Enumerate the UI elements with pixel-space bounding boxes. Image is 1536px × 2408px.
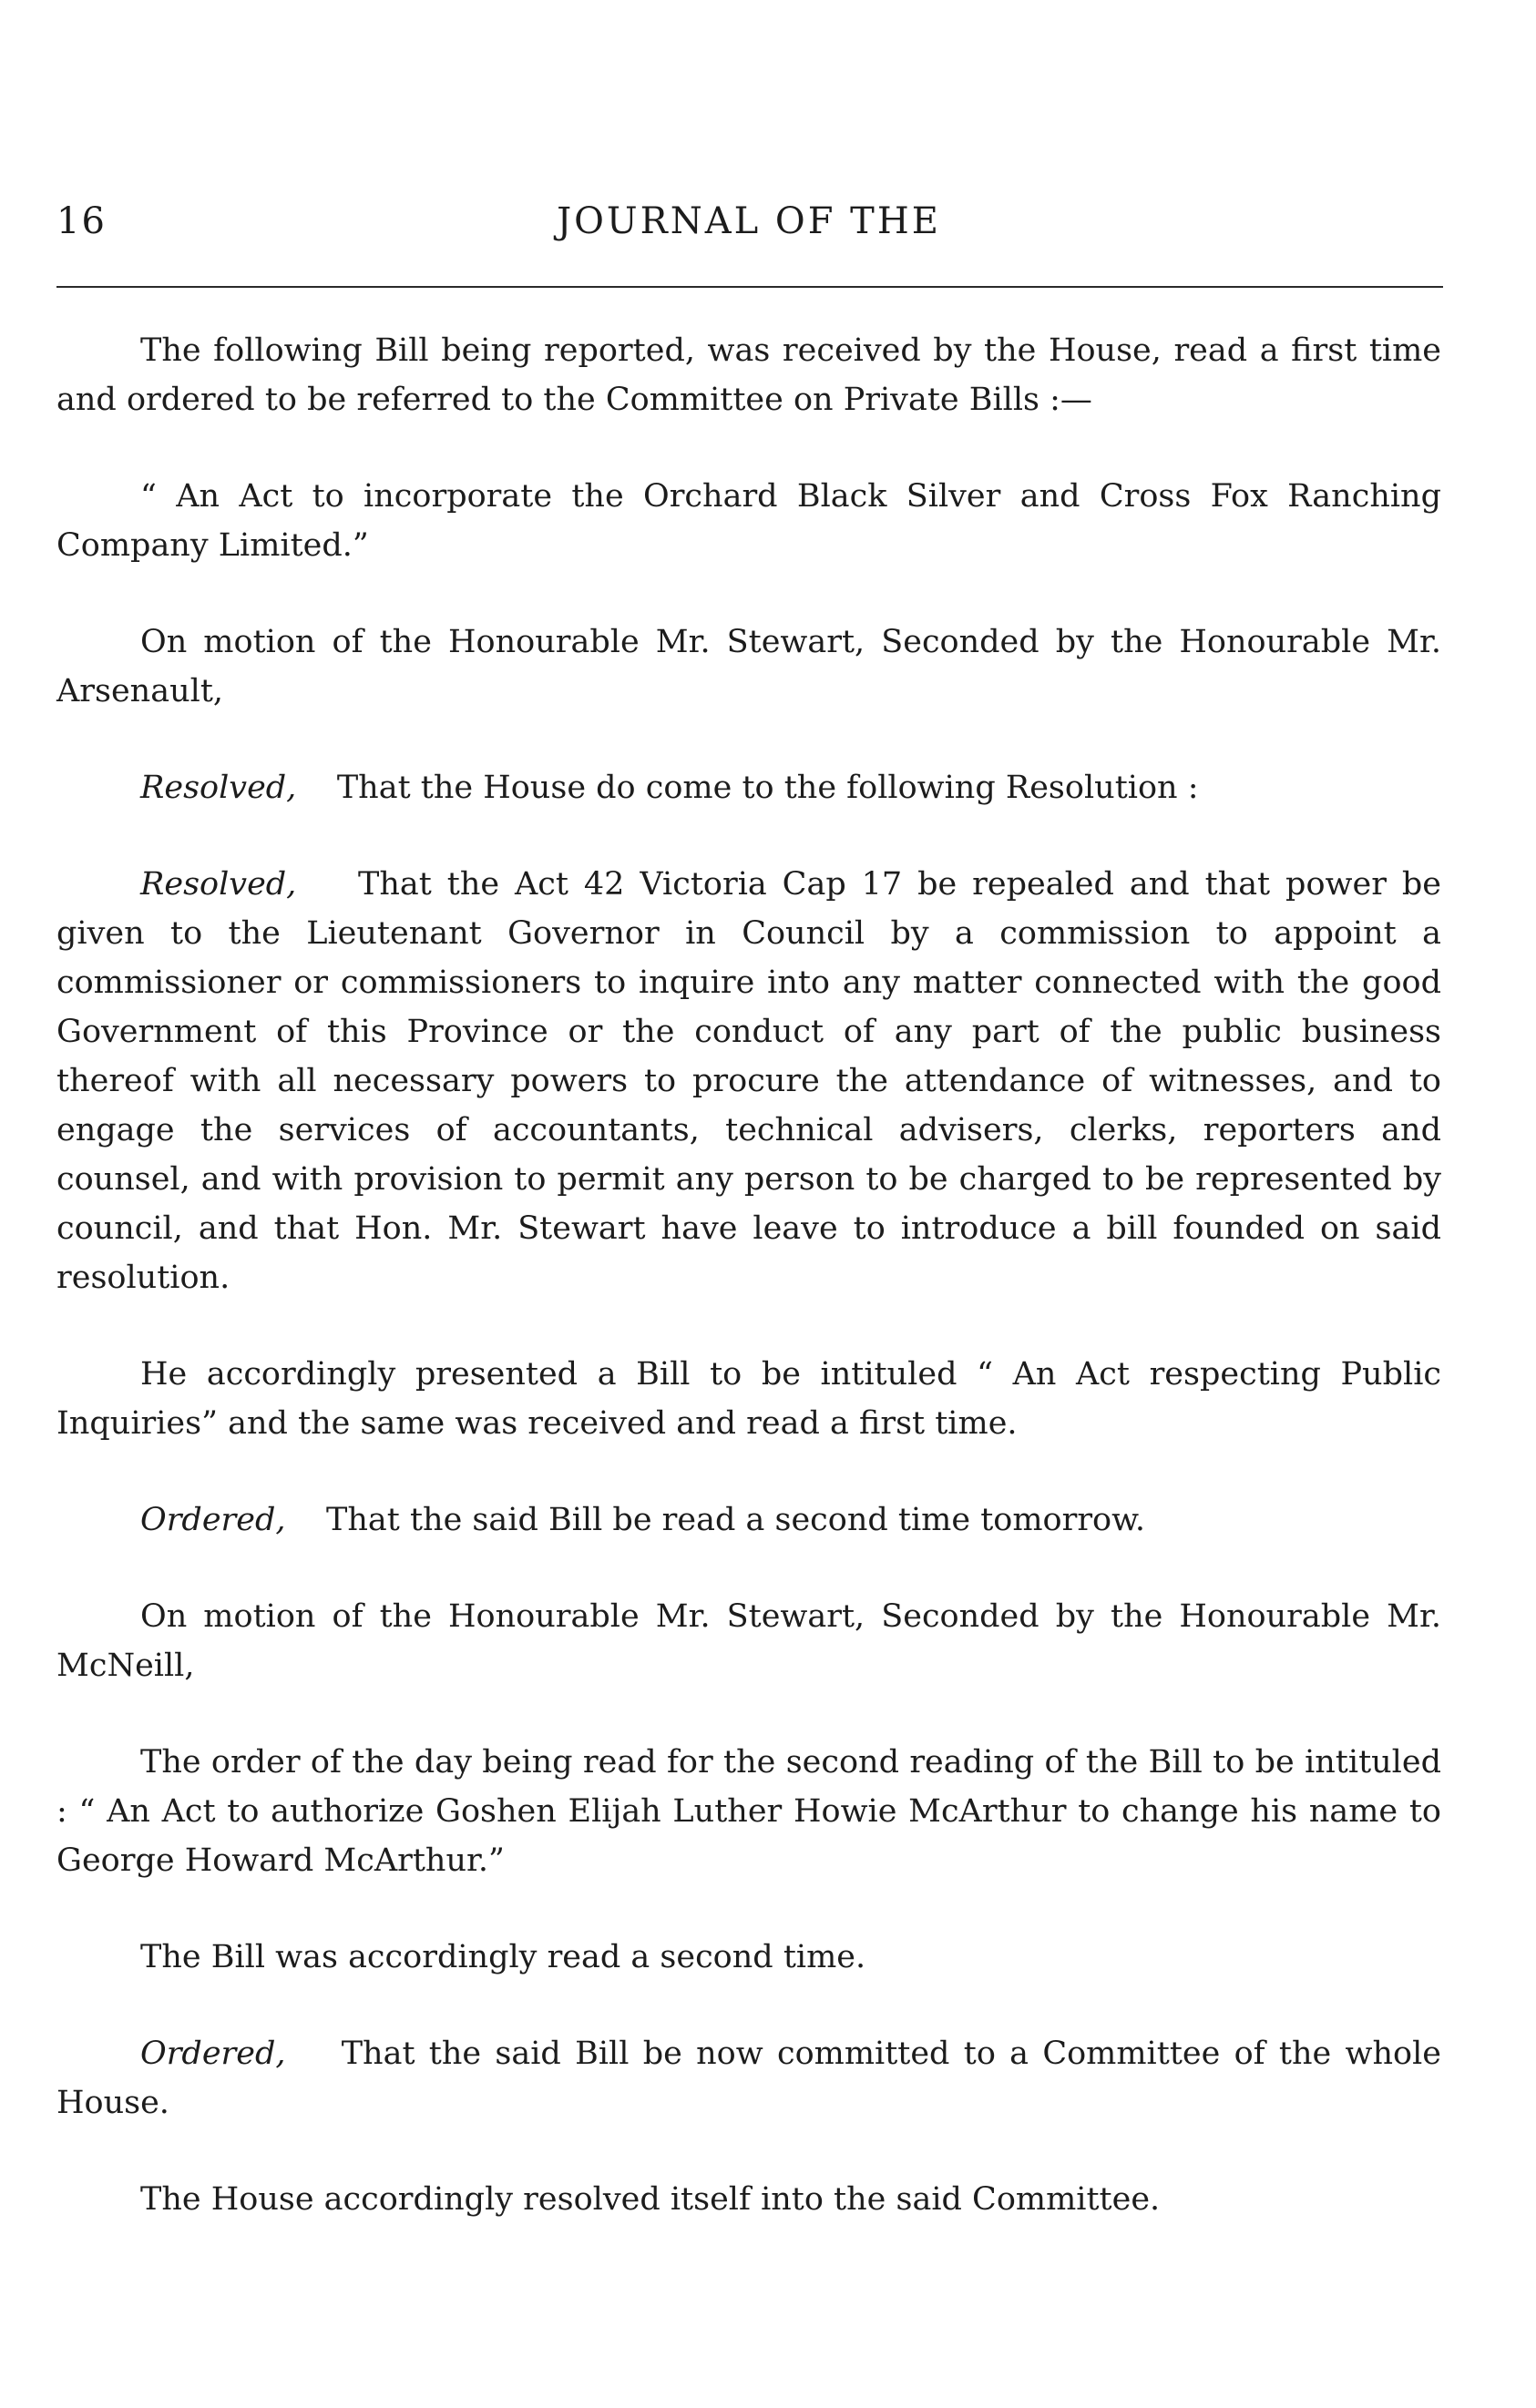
paragraph-resolved-intro xyxy=(56,763,1441,812)
paragraph-motion-mcneill xyxy=(56,1592,1441,1690)
paragraph-text: “ An Act to incorporate the Orchard Black Silver and Cross Fox Ranching Company Limited.” xyxy=(56,478,1441,564)
journal-body xyxy=(56,326,1441,2224)
paragraph-resolved-repeal xyxy=(56,860,1441,1302)
page-number: 16 xyxy=(56,200,107,242)
paragraph-text: That the said Bill be now committed to a Committee of the whole House. xyxy=(56,2036,1441,2121)
paragraph-order-of-day xyxy=(56,1738,1441,1885)
paragraph-ordered-second-reading xyxy=(56,1495,1441,1545)
paragraph-text: That the Act 42 Victoria Cap 17 be repealed and that power be given to the Lieutenant Governor in Council by a commission to appoint a commissioner or commissioners to inquire into any matter connected with the good Government of this Province or the conduct of any part of the public business thereof with all necessary powers to procure the attendance of witnesses, and to engage the services of accountants, technical advisers, clerks, reporters and counsel, and with provision to permit any person to be charged to be represented by council, and that Hon. Mr. Stewart have leave to introduce a bill founded on said resolution. xyxy=(56,866,1441,1296)
paragraph-read-second-time xyxy=(56,1933,1441,1982)
paragraph-bill-reported xyxy=(56,326,1441,424)
paragraph-bill-presented xyxy=(56,1350,1441,1448)
paragraph-lead: Resolved, xyxy=(140,866,297,903)
paragraph-text: The Bill was accordingly read a second time. xyxy=(140,1939,866,1975)
paragraph-text: On motion of the Honourable Mr. Stewart, Seconded by the Honourable Mr. McNeill, xyxy=(56,1598,1441,1684)
paragraph-resolved-into-committee xyxy=(56,2175,1441,2224)
header-rule xyxy=(56,286,1443,288)
paragraph-lead: Ordered, xyxy=(140,2036,286,2072)
paragraph-act-title xyxy=(56,472,1441,570)
running-head xyxy=(56,200,1441,255)
paragraph-motion-arsenault xyxy=(56,617,1441,716)
paragraph-lead: Resolved, xyxy=(140,770,297,806)
paragraph-ordered-committee xyxy=(56,2029,1441,2127)
paragraph-text: That the said Bill be read a second time tomorrow. xyxy=(326,1502,1146,1538)
paragraph-lead: Ordered, xyxy=(140,1502,286,1538)
paragraph-text: The House accordingly resolved itself into the said Committee. xyxy=(140,2181,1161,2218)
paragraph-text: The following Bill being reported, was received by the House, read a first time and ordered to be referred to the Committee on Private Bills :— xyxy=(56,332,1441,418)
paragraph-text: That the House do come to the following Resolution : xyxy=(336,770,1199,806)
running-title: JOURNAL OF THE xyxy=(557,200,941,242)
journal-page xyxy=(56,200,1441,2271)
paragraph-text: On motion of the Honourable Mr. Stewart, Seconded by the Honourable Mr. Arsenault, xyxy=(56,624,1441,709)
paragraph-text: He accordingly presented a Bill to be intituled “ An Act respecting Public Inquiries” and the same was received and read a first time. xyxy=(56,1356,1441,1442)
paragraph-text: The order of the day being read for the second reading of the Bill to be intituled : “ An Act to authorize Goshen Elijah Luther Howie McArthur to change his name to George Howard McArthur.” xyxy=(56,1744,1441,1879)
